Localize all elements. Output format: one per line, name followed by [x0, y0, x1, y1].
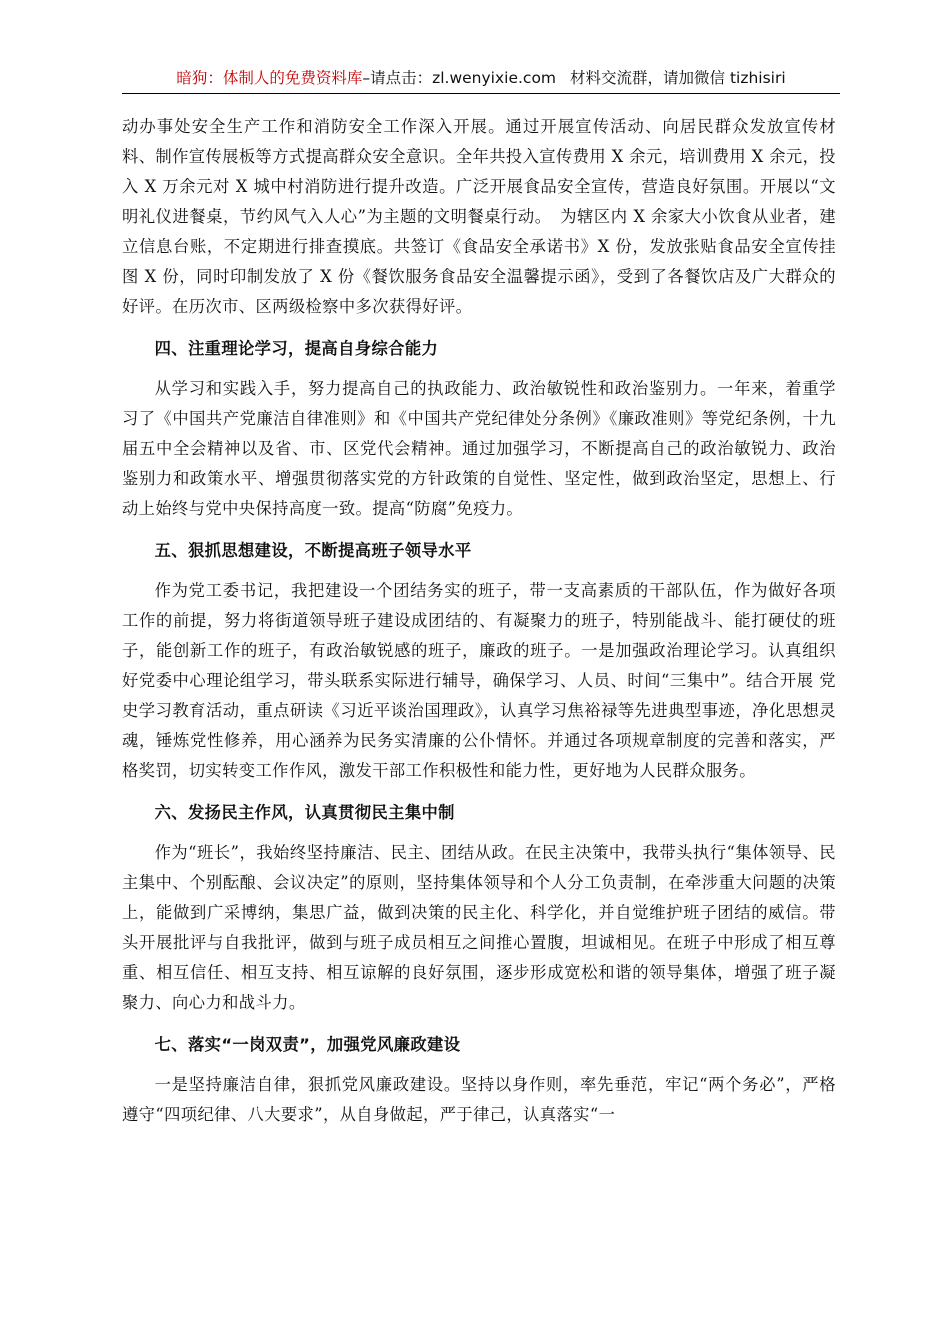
paragraph: 作为“班长”，我始终坚持廉洁、民主、团结从政。在民主决策中，我带头执行“集体领导、民主集中、个别酝酿、会议决定”的原则，坚持集体领导和个人分工负责制，在牵涉重大问题的决策上，能做到广采博纳，集思广益，做到决策的民主化、科学化，并自觉维护班子团结的威信。带头开展批评与自我批评，做到与班子成员相互之间推心置腹，坦诚相见。在班子中形成了相互尊重、相互信任、相互支持、相互谅解的良好氛围，逐步形成宽松和谐的领导集体，增强了班子凝聚力、向心力和战斗力。 [122, 843, 836, 1012]
paragraph: 作为党工委书记，我把建设一个团结务实的班子，带一支高素质的干部队伍，作为做好各项工作的前提，努力将街道领导班子建设成团结的、有凝聚力的班子，特别能战斗、能打硬仗的班子，能创新工作的班子，有政治敏锐感的班子，廉政的班子。一是加强政治理论学习。认真组织好党委中心理论组学习，带头联系实际进行辅导，确保学习、人员、时间“三集中”。结合开展 党史学习教育活动，重点研读《习近平谈治国理政》，认真学习焦裕禄等先进典型事迹，净化思想灵魂，锤炼党性修养，用心涵养为民务实清廉的公仆情怀。并通过各项规章制度的完善和落实，严格奖罚，切实转变工作作风，激发干部工作积极性和能力性，更好地为人民群众服务。 [122, 581, 836, 780]
paragraph: 从学习和实践入手，努力提高自己的执政能力、政治敏锐性和政治鉴别力。一年来，着重学习了《中国共产党廉洁自律准则》和《中国共产党纪律处分条例》《廉政准则》等党纪条例，十九届五中全会精神以及省、市、区党代会精神。通过加强学习，不断提高自己的政治敏锐力、政治鉴别力和政策水平、增强贯彻落实党的方针政策的自觉性、坚定性，做到政治坚定，思想上、行动上始终与党中央保持高度一致。提高“防腐”免疫力。 [122, 379, 836, 518]
paragraph: 动办事处安全生产工作和消防安全工作深入开展。通过开展宣传活动、向居民群众发放宣传材料、制作宣传展板等方式提高群众安全意识。全年共投入宣传费用 X 余元，培训费用 X 余元，投入 X 万余元对 X 城中村消防进行提升改造。广泛开展食品安全宣传，营造良好氛围。开展以“文明礼仪进餐桌，节约风气入人心”为主题的文明餐桌行动。 为辖区内 X 余家大小饮食从业者，建立信息台账，不定期进行排查摸底。共签订《食品安全承诺书》X 份，发放张贴食品安全宣传挂图 X 份，同时印制发放了 X 份《餐饮服务食品安全温馨提示函》，受到了各餐饮店及广大群众的好评。在历次市、区两级检察中多次获得好评。 [122, 117, 836, 316]
paragraph: 一是坚持廉洁自律，狠抓党风廉政建设。坚持以身作则，率先垂范，牢记“两个务必”，严格遵守“四项纪律、八大要求”，从自身做起，严于律己，认真落实“一 [122, 1075, 836, 1124]
header-site-name: 暗狗：体制人的免费资料库 [176, 69, 363, 87]
section-heading: 七、落实“一岗双责”，加强党风廉政建设 [154, 1035, 461, 1054]
header-divider [122, 93, 840, 94]
section-heading: 四、注重理论学习，提高自身综合能力 [154, 339, 439, 358]
section-heading: 六、发扬民主作风，认真贯彻民主集中制 [154, 803, 455, 822]
page-header [122, 66, 840, 90]
header-link[interactable]: –请点击：zl.wenyixie.com [362, 69, 557, 87]
document-body [122, 112, 836, 1135]
section-heading: 五、狠抓思想建设，不断提高班子领导水平 [154, 541, 472, 560]
header-wechat-note: 材料交流群，请加微信 tizhisiri [570, 69, 786, 87]
